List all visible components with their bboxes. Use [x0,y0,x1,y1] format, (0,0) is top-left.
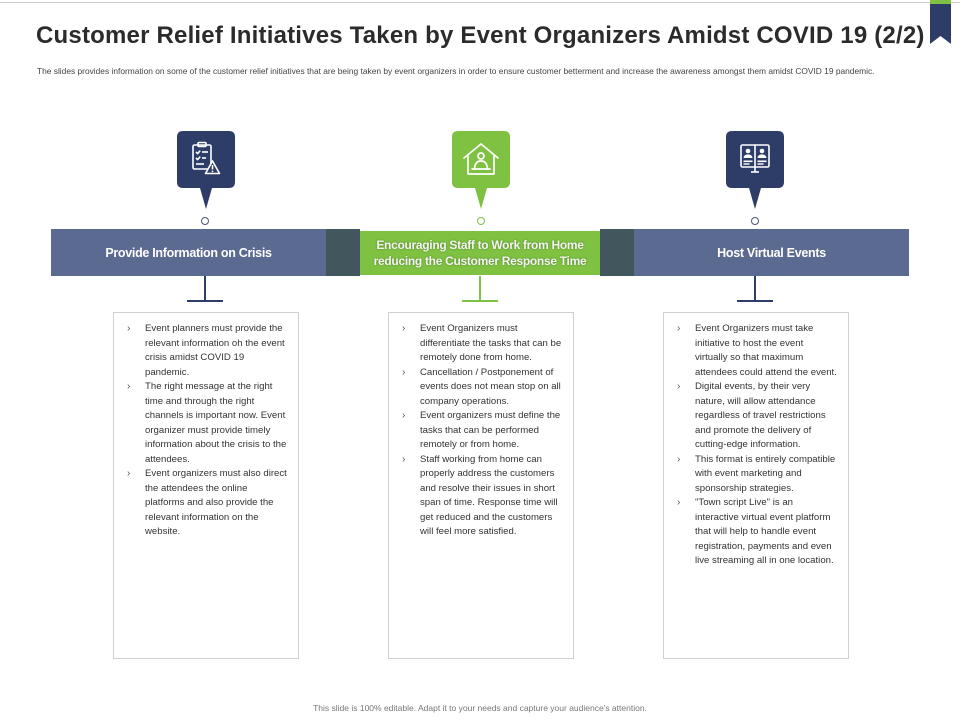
bullet-item: › Cancellation / Postponement of events does not mean stop on all company operations. [399,366,563,410]
bullet-list [124,322,288,540]
band-connector [326,229,360,276]
bookmark-ribbon [930,0,951,44]
bullet-item: › Digital events, by their very nature, will allow attendance regardless of travel restrictions and promote the delivery of cutting-edge information. [674,380,838,453]
connector-bar [187,300,223,302]
virtual-meeting-icon [726,131,784,209]
checklist-warning-icon [177,131,235,209]
page-subtitle: The slides provides information on some of the customer relief initiatives that are being taken by event organizers in order to ensure customer betterment and increase the awareness amongst them amidst COVID 19 pandemic. [37,66,875,76]
heading-line: Encouraging Staff to Work from Home [376,238,584,252]
timeline-node [477,217,485,225]
timeline-node [751,217,759,225]
bullet-item: › Staff working from home can properly address the customers and resolve their issues in short span of time. Response time will get reduced and the customers will feel more satisfied. [399,453,563,540]
connector-stem [479,276,481,301]
band-connector [600,229,634,276]
bullet-item: › Event organizers must also direct the attendees the online platforms and also provide the relevant information on the website. [124,467,288,540]
bullet-item: › Event planners must provide the relevant information oh the event crisis amidst COVID 19 pandemic. [124,322,288,380]
bullet-item: › Event Organizers must take initiative to host the event virtually so that maximum attendees could attend the event. [674,322,838,380]
bullet-list [399,322,563,540]
column-heading-virtual-events: Host Virtual Events [634,229,909,276]
connector-stem [754,276,756,301]
bullet-item: › Event organizers must define the tasks that can be performed remotely or from home. [399,409,563,453]
connector-bar [462,300,498,302]
column-heading-work-from-home [360,231,600,275]
bullet-list [674,322,838,569]
bullet-item: › Event Organizers must differentiate the tasks that can be remotely done from home. [399,322,563,366]
heading-line: reducing the Customer Response Time [373,254,587,268]
bullet-item: › "Town script Live" is an interactive virtual event platform that will help to handle event registration, payments and even live streaming all in one location. [674,496,838,569]
column-heading-crisis-info: Provide Information on Crisis [51,229,326,276]
content-card-crisis-info [113,312,299,659]
work-from-home-icon [452,131,510,209]
bullet-item: › This format is entirely compatible with event marketing and sponsorship strategies. [674,453,838,497]
footer-note: This slide is 100% editable. Adapt it to your needs and capture your audience's attention. [313,703,647,713]
connector-stem [204,276,206,301]
bullet-item: › The right message at the right time and through the right channels is important now. Event organizer must provide timely information about the crisis to the attendees. [124,380,288,467]
top-divider [0,2,960,3]
timeline-node [201,217,209,225]
content-card-work-from-home [388,312,574,659]
connector-bar [737,300,773,302]
content-card-virtual-events [663,312,849,659]
page-title: Customer Relief Initiatives Taken by Event Organizers Amidst COVID 19 (2/2) [36,22,925,49]
